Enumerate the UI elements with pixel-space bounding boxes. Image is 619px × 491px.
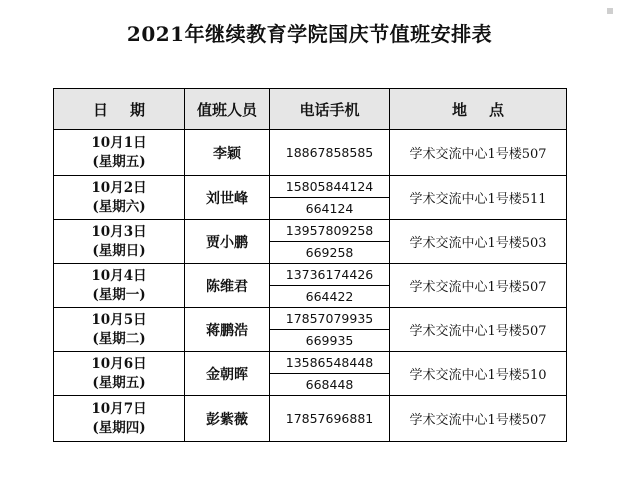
staff-name-cell: 贾小鹏 — [185, 220, 270, 264]
table-row — [54, 176, 567, 198]
location-cell: 学术交流中心1号楼507 — [390, 130, 567, 176]
table-row — [54, 396, 567, 442]
extension-phone-cell: 668448 — [270, 374, 390, 396]
location-cell: 学术交流中心1号楼511 — [390, 176, 567, 220]
phone-cell: 18867858585 — [270, 130, 390, 176]
date-text: 10月7日 — [91, 400, 147, 417]
staff-name-cell: 李颖 — [185, 130, 270, 176]
date-text: 10月1日 — [91, 134, 147, 151]
phone-cell: 15805844124 — [270, 176, 390, 198]
duty-schedule-table — [53, 88, 567, 442]
header-phone: 电话手机 — [270, 89, 390, 130]
staff-name-cell: 金朝晖 — [185, 352, 270, 396]
phone-cell: 13736174426 — [270, 264, 390, 286]
header-date: 日期 — [54, 89, 185, 130]
phone-cell: 13957809258 — [270, 220, 390, 242]
location-cell: 学术交流中心1号楼507 — [390, 396, 567, 442]
date-cell — [54, 130, 185, 176]
extension-phone-cell: 669935 — [270, 330, 390, 352]
date-text: 10月2日 — [91, 179, 147, 196]
table-row — [54, 352, 567, 374]
date-text: 10月5日 — [91, 311, 147, 328]
weekday-text: (星期一) — [92, 286, 146, 303]
weekday-text: (星期日) — [92, 242, 146, 259]
extension-phone-cell: 669258 — [270, 242, 390, 264]
date-cell — [54, 308, 185, 352]
date-cell — [54, 264, 185, 308]
table-row — [54, 130, 567, 176]
staff-name-cell: 彭紫薇 — [185, 396, 270, 442]
table-row — [54, 264, 567, 286]
date-cell — [54, 220, 185, 264]
location-cell: 学术交流中心1号楼507 — [390, 264, 567, 308]
corner-marker — [607, 8, 613, 14]
date-text: 10月6日 — [91, 355, 147, 372]
date-text: 10月3日 — [91, 223, 147, 240]
page-title: 2021年继续教育学院国庆节值班安排表 — [126, 22, 493, 46]
staff-name-cell: 陈维君 — [185, 264, 270, 308]
extension-phone-cell: 664124 — [270, 198, 390, 220]
table-header-row — [54, 89, 567, 130]
location-cell: 学术交流中心1号楼503 — [390, 220, 567, 264]
weekday-text: (星期六) — [92, 198, 146, 215]
weekday-text: (星期二) — [92, 330, 146, 347]
date-cell — [54, 396, 185, 442]
staff-name-cell: 刘世峰 — [185, 176, 270, 220]
staff-name-cell: 蒋鹏浩 — [185, 308, 270, 352]
extension-phone-cell: 664422 — [270, 286, 390, 308]
weekday-text: (星期五) — [92, 374, 146, 391]
weekday-text: (星期四) — [92, 419, 146, 436]
table-body — [54, 130, 567, 442]
phone-cell: 17857079935 — [270, 308, 390, 330]
date-cell — [54, 352, 185, 396]
header-location: 地点 — [390, 89, 567, 130]
location-cell: 学术交流中心1号楼507 — [390, 308, 567, 352]
weekday-text: (星期五) — [92, 153, 146, 170]
location-cell: 学术交流中心1号楼510 — [390, 352, 567, 396]
date-cell — [54, 176, 185, 220]
phone-cell: 17857696881 — [270, 396, 390, 442]
table-row — [54, 308, 567, 330]
header-staff: 值班人员 — [185, 89, 270, 130]
date-text: 10月4日 — [91, 267, 147, 284]
phone-cell: 13586548448 — [270, 352, 390, 374]
table-row — [54, 220, 567, 242]
